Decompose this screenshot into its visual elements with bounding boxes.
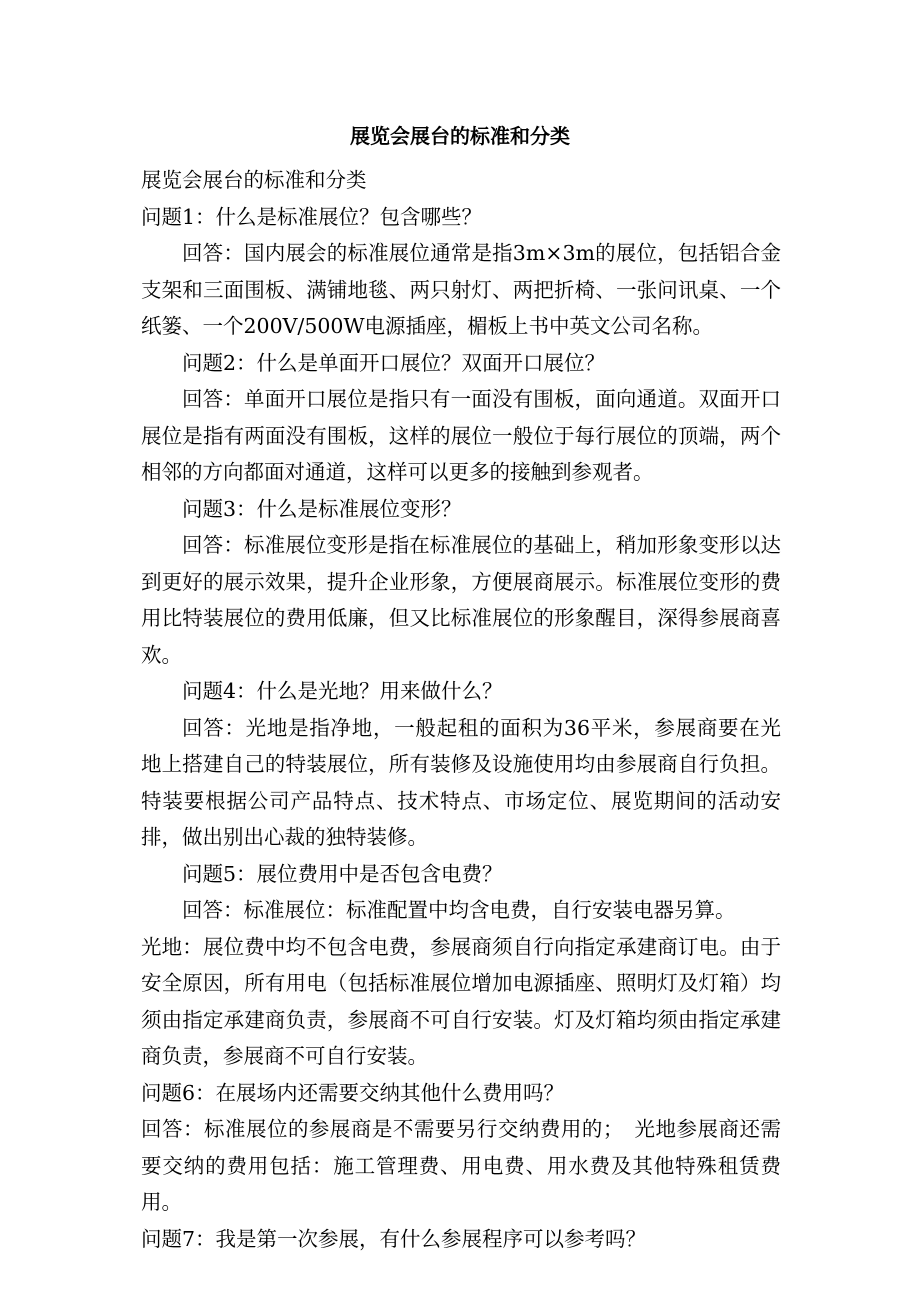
paragraph-question-5: 问题5：展位费用中是否包含电费？: [182, 861, 503, 886]
paragraph-question-1: 问题1：什么是标准展位？包含哪些？: [141, 204, 483, 229]
paragraph-question-4: 问题4：什么是光地？用来做什么？: [182, 679, 503, 703]
paragraph-subtitle: 展览会展台的标准和分类: [141, 168, 367, 192]
paragraph-answer-1: 回答：国内展会的标准展位通常是指3m×3m的展位，包括铝合金支架和三面围板、满铺地毯、两只射灯、两把折椅、一张问讯桌、一个纸篓、一个200V/500W电源插座，楣板上书中英文公司名称。: [141, 241, 781, 338]
document-body: [141, 162, 781, 1257]
paragraph-answer-6: 回答：标准展位的参展商是不需要另行交纳费用的； 光地参展商还需要交纳的费用包括：施工管理费、用电费、用水费及其他特殊租赁费用。: [141, 1117, 781, 1214]
paragraph-answer-5a: 回答：标准展位：标准配置中均含电费，自行安装电器另算。: [182, 898, 736, 922]
document-title: 展览会展台的标准和分类: [350, 124, 570, 148]
paragraph-answer-3: 回答：标准展位变形是指在标准展位的基础上，稍加形象变形以达到更好的展示效果，提升企业形象，方便展商展示。标准展位变形的费用比特装展位的费用低廉，但又比标准展位的形象醒目，深得参展商喜欢。: [141, 533, 781, 667]
paragraph-answer-4: 回答：光地是指净地，一般起租的面积为36平米，参展商要在光地上搭建自己的特装展位，所有装修及设施使用均由参展商自行负担。特装要根据公司产品特点、技术特点、市场定位、展览期间的活动安排，做出别出心裁的独特装修。: [141, 715, 781, 849]
paragraph-question-6: 问题6：在展场内还需要交纳其他什么费用吗？: [141, 1080, 565, 1105]
paragraph-question-7: 问题7：我是第一次参展，有什么参展程序可以参考吗？: [141, 1226, 647, 1251]
paragraph-question-3: 问题3：什么是标准展位变形？: [182, 496, 462, 521]
paragraph-answer-5b: 光地：展位费中均不包含电费，参展商须自行向指定承建商订电。由于安全原因，所有用电（包括标准展位增加电源插座、照明灯及灯箱）均须由指定承建商负责，参展商不可自行安装。灯及灯箱均须由指定承建商负责，参展商不可自行安装。: [141, 934, 781, 1068]
paragraph-question-2: 问题2：什么是单面开口展位？双面开口展位？: [182, 350, 606, 375]
paragraph-answer-2: 回答：单面开口展位是指只有一面没有围板，面向通道。双面开口展位是指有两面没有围板，这样的展位一般位于每行展位的顶端，两个相邻的方向都面对通道，这样可以更多的接触到参观者。: [141, 387, 781, 484]
